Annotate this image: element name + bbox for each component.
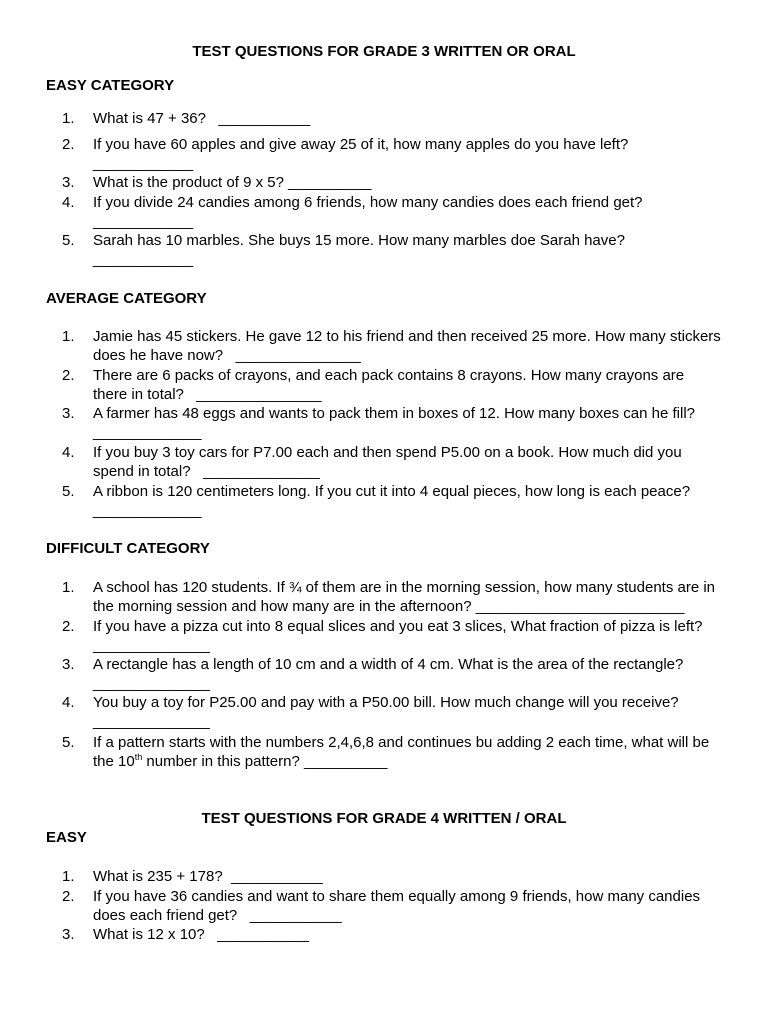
average-question-1	[62, 327, 725, 365]
question-text: You buy a toy for P25.00 and pay with a P50.00 bill. How much change will you receive? ______________	[93, 694, 679, 730]
question-text: What is 47 + 36? ___________	[93, 110, 311, 127]
question-number: 5.	[62, 483, 75, 500]
average-category-heading: AVERAGE CATEGORY	[46, 290, 207, 307]
question-text: If you have 36 candies and want to share them equally among 9 friends, how many candies does each friend get? ___________	[93, 888, 705, 924]
average-question-4	[62, 443, 722, 481]
question-text	[93, 733, 722, 771]
question-number: 3.	[62, 405, 75, 422]
question-number: 3.	[62, 174, 75, 191]
question-text: Sarah has 10 marbles. She buys 15 more. How many marbles doe Sarah have? ____________	[93, 232, 625, 268]
question-number: 1.	[62, 868, 75, 885]
easy-question-1	[62, 109, 722, 128]
question-text: If you buy 3 toy cars for P7.00 each and then spend P5.00 on a book. How much did you spend in total? ______________	[93, 444, 686, 480]
difficult-question-2	[62, 617, 722, 655]
average-question-5	[62, 482, 722, 520]
grade4-easy-question-1	[62, 867, 722, 886]
question-number: 2.	[62, 618, 75, 635]
grade4-easy-question-2	[62, 887, 722, 925]
question-number: 1.	[62, 328, 75, 345]
question-text: A school has 120 students. If ¾ of them are in the morning session, how many students are in the morning session and how many are in the afternoon? _________________________	[93, 579, 720, 615]
question-number: 4.	[62, 694, 75, 711]
question-text: Jamie has 45 stickers. He gave 12 to his friend and then received 25 more. How many stickers does he have now? _______________	[93, 328, 725, 364]
question-text: If you have a pizza cut into 8 equal slices and you eat 3 slices, What fraction of pizza is left? ______________	[93, 618, 716, 654]
question-text-start: If a pattern starts with the numbers 2,4,6,8 and continues bu adding 2 each time, what will be the 10	[93, 734, 714, 770]
easy-question-4	[62, 193, 722, 231]
easy-category-heading: EASY CATEGORY	[46, 77, 175, 94]
question-number: 3.	[62, 656, 75, 673]
average-question-3	[62, 404, 722, 442]
question-text: A rectangle has a length of 10 cm and a width of 4 cm. What is the area of the rectangle? ______________	[93, 656, 684, 692]
easy-question-2	[62, 135, 722, 173]
question-text: What is 12 x 10? ___________	[93, 926, 309, 943]
question-text: There are 6 packs of crayons, and each pack contains 8 crayons. How many crayons are there in total? _______________	[93, 367, 689, 403]
difficult-question-1	[62, 578, 722, 616]
question-text-end: number in this pattern? __________	[142, 753, 388, 770]
grade4-title: TEST QUESTIONS FOR GRADE 4 WRITTEN / ORAL	[201, 810, 567, 827]
question-number: 3.	[62, 926, 75, 943]
difficult-question-4	[62, 693, 722, 731]
question-text: A farmer has 48 eggs and wants to pack them in boxes of 12. How many boxes can he fill? _____________	[93, 405, 695, 441]
difficult-category-heading: DIFFICULT CATEGORY	[46, 540, 210, 557]
difficult-question-5	[62, 733, 722, 771]
easy-question-5	[62, 231, 722, 269]
question-text: If you divide 24 candies among 6 friends, how many candies does each friend get? ____________	[93, 194, 643, 230]
difficult-question-3	[62, 655, 722, 693]
grade3-title: TEST QUESTIONS FOR GRADE 3 WRITTEN OR ORAL	[192, 43, 576, 60]
question-text: What is 235 + 178? ___________	[93, 868, 323, 885]
question-number: 2.	[62, 888, 75, 905]
question-number: 1.	[62, 579, 75, 596]
grade4-easy-heading: EASY	[46, 829, 87, 846]
easy-question-3	[62, 173, 722, 192]
average-question-2	[62, 366, 722, 404]
question-text: What is the product of 9 x 5? __________	[93, 174, 372, 191]
question-number: 4.	[62, 444, 75, 461]
question-number: 5.	[62, 734, 75, 751]
ordinal-superscript: th	[134, 752, 143, 762]
question-number: 4.	[62, 194, 75, 211]
question-number: 1.	[62, 110, 75, 127]
question-number: 5.	[62, 232, 75, 249]
grade4-easy-question-3	[62, 925, 722, 944]
question-number: 2.	[62, 136, 75, 153]
question-text: If you have 60 apples and give away 25 of it, how many apples do you have left? ____________	[93, 136, 629, 172]
question-number: 2.	[62, 367, 75, 384]
question-text: A ribbon is 120 centimeters long. If you cut it into 4 equal pieces, how long is each peace? _____________	[93, 483, 691, 519]
